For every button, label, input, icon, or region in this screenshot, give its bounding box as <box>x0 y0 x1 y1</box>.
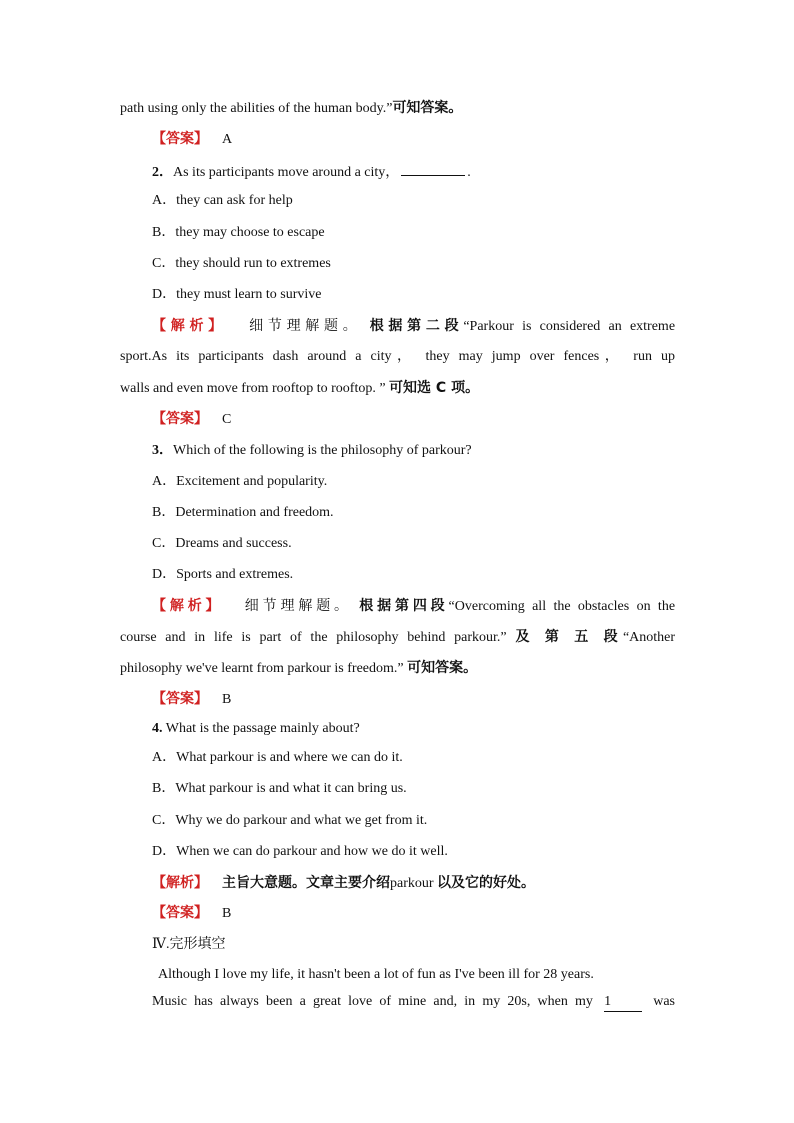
section4-title <box>152 935 675 954</box>
cloze-para-line1: Although I love my life, it hasn't been a lot of fun as I've been ill for 28 years. <box>158 967 594 982</box>
q2-answer-line <box>152 410 675 429</box>
q2-number: 2． <box>152 165 173 180</box>
q2-analysis-en1: “Parkour is considered an extreme <box>463 319 676 334</box>
q4-analysis-cn-a: 主旨大意题。文章主要介绍 <box>222 875 390 891</box>
q4-stem <box>152 720 675 738</box>
analysis-label: 【解析】 <box>152 598 224 614</box>
q1-answer: A <box>222 132 233 147</box>
q3-analysis-en2b: “Another <box>622 630 676 645</box>
q4-number: 4. <box>152 721 163 736</box>
q3-number: 3． <box>152 443 173 458</box>
q4-answer-line <box>152 904 675 923</box>
q2-analysis-cn1: 根据第二段 <box>369 318 464 334</box>
cloze-blank-1: 1 <box>604 993 642 1012</box>
q2-option-d: D．they must learn to survive <box>152 287 322 302</box>
q3-option-b: B．Determination and freedom. <box>152 505 334 520</box>
q3-option-c: C．Dreams and success. <box>152 536 292 551</box>
q4-option-d: D．When we can do parkour and how we do it well. <box>152 844 448 859</box>
q4-analysis-line <box>152 874 675 893</box>
q2-option-c: C．they should run to extremes <box>152 256 331 271</box>
q4-option-c: C．Why we do parkour and what we get from it. <box>152 813 428 828</box>
section4-roman: Ⅳ. <box>152 937 170 952</box>
q3-analysis-en3: philosophy we've learnt from parkour is freedom.” <box>120 661 404 676</box>
q4-option-a: A．What parkour is and where we can do it. <box>152 750 403 765</box>
q4-analysis-en: parkour <box>390 876 434 891</box>
analysis-label: 【解析】 <box>152 318 227 334</box>
q2-answer: C <box>222 412 232 427</box>
section4-title-cn: 完形填空 <box>169 936 226 952</box>
q3-analysis-cn3: 可知答案。 <box>407 660 478 676</box>
q2-analysis-line1 <box>152 317 675 336</box>
q2-stem-end: . <box>467 165 471 180</box>
q3-stem-text: Which of the following is the philosophy of parkour? <box>173 443 472 458</box>
q2-option-a: A．they can ask for help <box>152 193 293 208</box>
q3-analysis-en2: course and in life is part of the philosophy behind parkour.” <box>120 630 507 645</box>
q3-option-d: D．Sports and extremes. <box>152 567 294 582</box>
q2-analysis-line3 <box>120 379 675 398</box>
cloze-para-line2-a: Music has always been a great love of mine and, in my 20s, when my <box>152 994 593 1009</box>
q3-analysis-line3 <box>120 659 675 678</box>
q3-analysis-cn1: 根据第四段 <box>359 598 449 614</box>
q4-analysis-cn-b: 以及它的好处。 <box>437 875 536 891</box>
q2-blank <box>401 161 465 176</box>
q2-analysis-en3: walls and even move from rooftop to rooftop. ” <box>120 381 386 396</box>
q2-analysis-cn3: 可知选 C 项。 <box>389 380 480 396</box>
q3-stem <box>152 442 675 460</box>
q2-stem <box>152 161 675 182</box>
q3-analysis-line2 <box>120 628 675 647</box>
q1-answer-line <box>152 130 675 149</box>
q2-analysis-type: 细节理解题。 <box>249 318 362 334</box>
answer-label: 【答案】 <box>152 691 208 707</box>
q2-analysis-line2: sport.As its participants dash around a city， they may jump over fences， run up <box>120 349 675 364</box>
answer-label: 【答案】 <box>152 131 208 147</box>
intro-tail-line <box>120 99 675 118</box>
answer-label: 【答案】 <box>152 905 208 921</box>
answer-label: 【答案】 <box>152 411 208 427</box>
intro-tail-cn: 可知答案。 <box>392 100 463 116</box>
q3-analysis-en1: “Overcoming all the obstacles on the <box>448 599 676 614</box>
q2-stem-text: As its participants move around a city， <box>173 165 400 180</box>
q2-option-b: B．they may choose to escape <box>152 225 325 240</box>
cloze-para-line2 <box>152 993 675 1012</box>
q3-analysis-cn2: 及 第 五 段 <box>515 629 623 645</box>
analysis-label: 【解析】 <box>152 875 208 891</box>
q3-answer: B <box>222 692 232 707</box>
intro-tail-text: path using only the abilities of the human body.” <box>120 101 393 116</box>
q4-answer: B <box>222 906 232 921</box>
q3-analysis-line1 <box>152 597 675 616</box>
q4-option-b: B．What parkour is and what it can bring us. <box>152 781 407 796</box>
q3-analysis-type: 细节理解题。 <box>244 598 352 614</box>
q3-option-a: A．Excitement and popularity. <box>152 474 328 489</box>
cloze-para-line2-b: was <box>653 994 676 1009</box>
q4-stem-text: What is the passage mainly about? <box>165 721 360 736</box>
q3-answer-line <box>152 690 675 709</box>
